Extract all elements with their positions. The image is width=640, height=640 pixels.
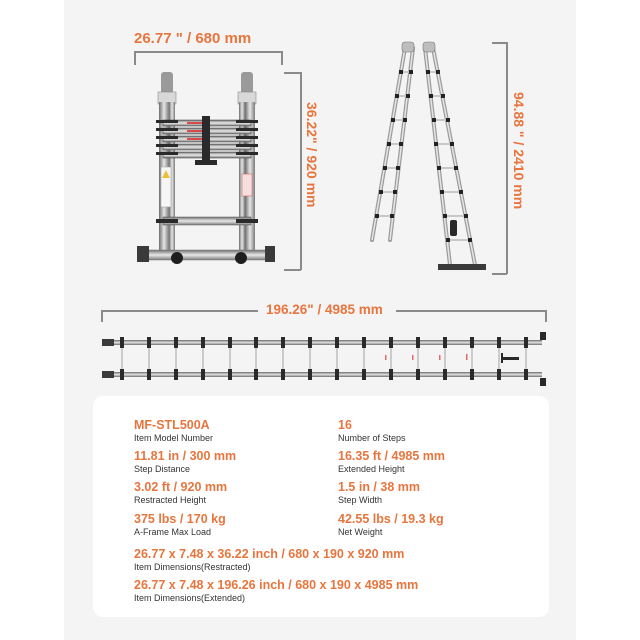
extended-bracket-right-tick <box>545 310 547 322</box>
aframe-ladder-image <box>370 40 500 280</box>
spec-retracted-height <box>134 480 227 506</box>
aframe-height-bracket-vert <box>506 42 508 274</box>
spec-label: Net Weight <box>338 527 383 537</box>
spec-dimensions-extended <box>134 578 418 604</box>
spec-label: Item Model Number <box>134 433 214 443</box>
spec-value: 42.55 lbs / 19.3 kg <box>338 512 444 526</box>
extended-ladder-image <box>100 330 552 390</box>
spec-label: Item Dimensions(Restracted) <box>134 562 251 572</box>
spec-value: 26.77 x 7.48 x 36.22 inch / 680 x 190 x 920 mm <box>134 547 405 561</box>
spec-max-load <box>134 512 226 538</box>
spec-model-number <box>134 418 213 444</box>
aframe-height-label: 94.88 " / 2410 mm <box>511 92 527 210</box>
spec-label: Item Dimensions(Extended) <box>134 593 246 603</box>
spec-label: Step Width <box>338 495 383 505</box>
spec-value: 26.77 x 7.48 x 196.26 inch / 680 x 190 x 4985 mm <box>134 578 419 592</box>
spec-label: Number of Steps <box>338 433 406 443</box>
spec-net-weight <box>338 512 444 538</box>
spec-value: MF-STL500A <box>134 418 210 432</box>
spec-step-width <box>338 480 420 506</box>
spec-value: 1.5 in / 38 mm <box>338 480 420 494</box>
spec-label: A-Frame Max Load <box>134 527 212 537</box>
folded-width-bracket-right <box>281 51 283 65</box>
extended-bracket-left-tick <box>101 310 103 322</box>
spec-value: 3.02 ft / 920 mm <box>134 480 228 494</box>
folded-height-bracket-vert <box>300 72 302 270</box>
spec-value: 16 <box>338 418 352 432</box>
specs-card <box>93 396 549 617</box>
spec-dimensions-retracted <box>134 547 404 573</box>
folded-height-bracket-top <box>284 72 301 74</box>
spec-number-of-steps <box>338 418 406 444</box>
spec-extended-height <box>338 449 445 475</box>
extended-bracket-left-seg <box>101 310 258 312</box>
spec-step-distance <box>134 449 236 475</box>
folded-width-bracket-top <box>134 51 282 53</box>
spec-value: 16.35 ft / 4985 mm <box>338 449 446 463</box>
spec-value: 375 lbs / 170 kg <box>134 512 226 526</box>
extended-length-label: 196.26" / 4985 mm <box>266 302 383 317</box>
spec-label: Step Distance <box>134 464 191 474</box>
spec-value: 11.81 in / 300 mm <box>134 449 237 463</box>
folded-ladder-image <box>125 62 275 272</box>
folded-height-bracket-bottom <box>284 269 301 271</box>
spec-label: Restracted Height <box>134 495 207 505</box>
extended-bracket-right-seg <box>396 310 546 312</box>
folded-height-label: 36.22" / 920 mm <box>304 102 320 208</box>
folded-width-label: 26.77 " / 680 mm <box>134 30 252 47</box>
spec-label: Extended Height <box>338 464 405 474</box>
